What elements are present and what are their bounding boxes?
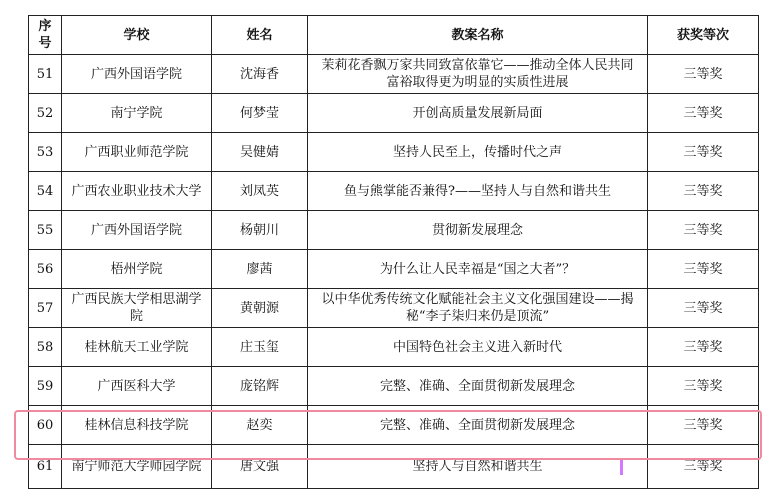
header-row: [29, 16, 759, 55]
cell-school: 广西民族大学相思湖学院: [62, 289, 212, 328]
cell-title: 坚持人民至上，传播时代之声: [308, 133, 648, 172]
cell-title: 以中华优秀传统文化赋能社会主义文化强国建设——揭秘“李子柒归来仍是顶流”: [308, 289, 648, 328]
cell-title: 鱼与熊掌能否兼得?——坚持人与自然和谐共生: [308, 172, 648, 211]
cell-no: 57: [29, 289, 62, 328]
table-row: [29, 367, 759, 406]
cell-award: 三等奖: [648, 445, 759, 489]
cell-title: 完整、准确、全面贯彻新发展理念: [308, 406, 648, 445]
cell-title: 开创高质量发展新局面: [308, 94, 648, 133]
cell-school: 桂林航天工业学院: [62, 328, 212, 367]
cell-title: 坚持人与自然和谐共生: [308, 445, 648, 489]
cell-no: 58: [29, 328, 62, 367]
cell-title: 茉莉花香飘万家共同致富依靠它——推动全体人民共同富裕取得更为明显的实质性进展: [308, 55, 648, 94]
cell-title: 完整、准确、全面贯彻新发展理念: [308, 367, 648, 406]
cell-school: 广西农业职业技术大学: [62, 172, 212, 211]
cell-name: 庄玉玺: [212, 328, 308, 367]
cell-award: 三等奖: [648, 211, 759, 250]
cell-name: 廖茜: [212, 250, 308, 289]
cell-no: 54: [29, 172, 62, 211]
cell-no: 61: [29, 445, 62, 489]
table-row: [29, 289, 759, 328]
text-cursor: [620, 460, 623, 475]
cell-school: 广西外国语学院: [62, 55, 212, 94]
table-row: [29, 445, 759, 489]
header-title: 教案名称: [308, 16, 648, 55]
cell-award: 三等奖: [648, 406, 759, 445]
cell-school: 桂林信息科技学院: [62, 406, 212, 445]
header-name: 姓名: [212, 16, 308, 55]
cell-school: 广西外国语学院: [62, 211, 212, 250]
table-row: [29, 250, 759, 289]
cell-name: 沈海香: [212, 55, 308, 94]
table-row: [29, 133, 759, 172]
cell-name: 唐文强: [212, 445, 308, 489]
cell-no: 60: [29, 406, 62, 445]
cell-award: 三等奖: [648, 250, 759, 289]
cell-award: 三等奖: [648, 328, 759, 367]
cell-name: 吴健婧: [212, 133, 308, 172]
cell-school: 南宁师范大学师园学院: [62, 445, 212, 489]
cell-name: 庞铭辉: [212, 367, 308, 406]
cell-name: 赵奕: [212, 406, 308, 445]
cell-school: 广西职业师范学院: [62, 133, 212, 172]
cell-name: 刘凤英: [212, 172, 308, 211]
cell-award: 三等奖: [648, 94, 759, 133]
cell-no: 55: [29, 211, 62, 250]
cell-name: 黄朝源: [212, 289, 308, 328]
table-row: [29, 406, 759, 445]
cell-name: 杨朝川: [212, 211, 308, 250]
cell-no: 53: [29, 133, 62, 172]
cell-award: 三等奖: [648, 55, 759, 94]
cell-no: 59: [29, 367, 62, 406]
header-school: 学校: [62, 16, 212, 55]
table-row: [29, 211, 759, 250]
cell-no: 52: [29, 94, 62, 133]
cell-school: 广西医科大学: [62, 367, 212, 406]
cell-title: 贯彻新发展理念: [308, 211, 648, 250]
cell-award: 三等奖: [648, 289, 759, 328]
table-row: [29, 55, 759, 94]
cell-no: 51: [29, 55, 62, 94]
cell-name: 何梦莹: [212, 94, 308, 133]
header-no: 序号: [29, 16, 62, 55]
cell-school: 南宁学院: [62, 94, 212, 133]
award-table: [28, 15, 759, 489]
cell-award: 三等奖: [648, 367, 759, 406]
cell-school: 梧州学院: [62, 250, 212, 289]
table-row: [29, 172, 759, 211]
cell-no: 56: [29, 250, 62, 289]
header-award: 获奖等次: [648, 16, 759, 55]
cell-title: 中国特色社会主义进入新时代: [308, 328, 648, 367]
table-row: [29, 328, 759, 367]
cell-award: 三等奖: [648, 172, 759, 211]
table-row: [29, 94, 759, 133]
cell-award: 三等奖: [648, 133, 759, 172]
cell-title: 为什么让人民幸福是“国之大者”？: [308, 250, 648, 289]
